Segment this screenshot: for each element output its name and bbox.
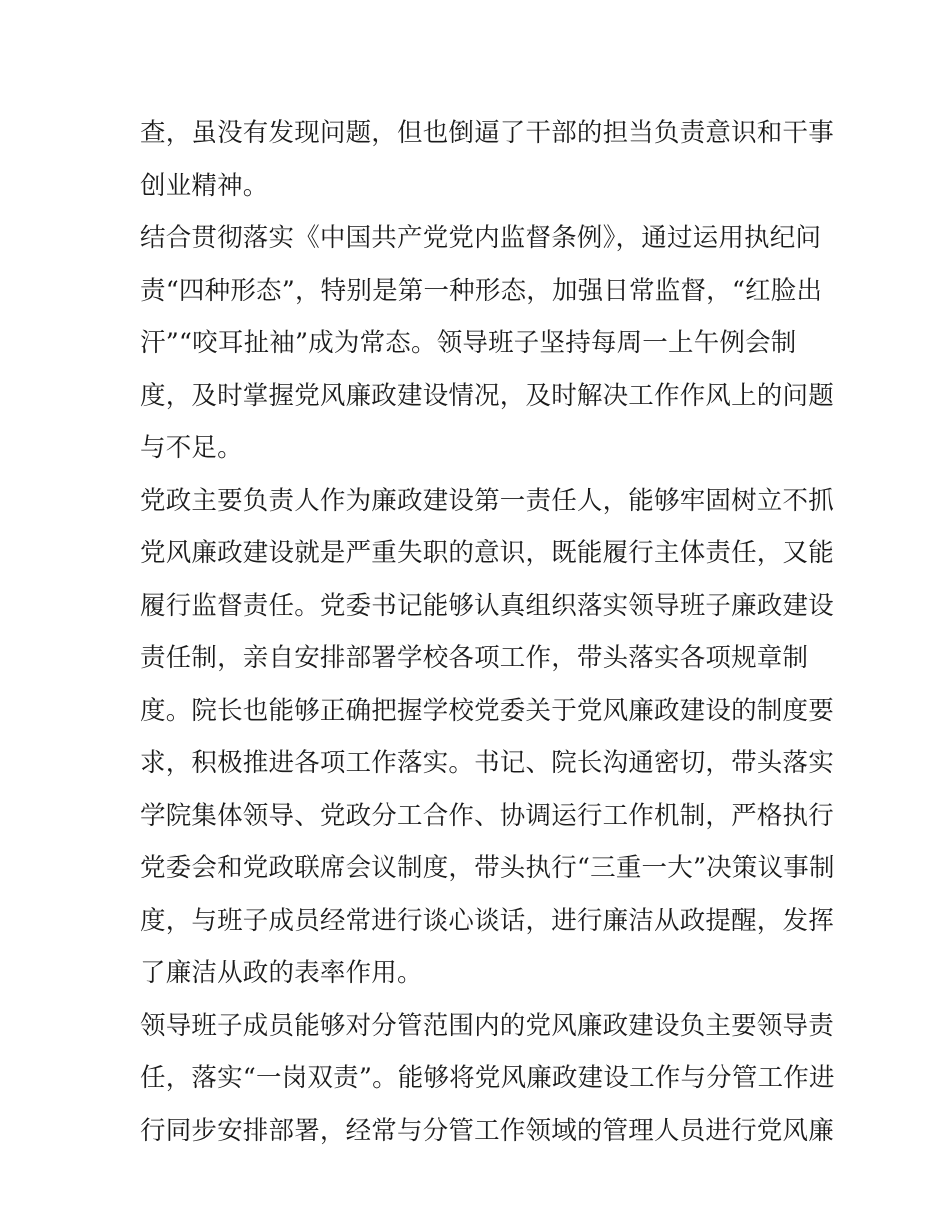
- text-line: 党风廉政建设就是严重失职的意识，既能履行主体责任，又能: [140, 538, 834, 568]
- text-line: 党政主要负责人作为廉政建设第一责任人，能够牢固树立不抓: [140, 485, 834, 516]
- text-line: 与不足。: [140, 433, 243, 463]
- text-line: 度，及时掌握党风廉政建设情况，及时解决工作作风上的问题: [140, 380, 834, 411]
- text-line: 汗”“咬耳扯袖”成为常态。领导班子坚持每周一上午例会制: [140, 328, 797, 358]
- text-line: 求，积极推进各项工作落实。书记、院长沟通密切，带头落实: [140, 748, 834, 778]
- text-line: 学院集体领导、党政分工合作、协调运行工作机制，严格执行: [140, 800, 834, 831]
- text-line: 度。院长也能够正确把握学校党委关于党风廉政建设的制度要: [140, 695, 834, 726]
- text-line: 履行监督责任。党委书记能够认真组织落实领导班子廉政建设: [140, 590, 834, 621]
- text-line: 党委会和党政联席会议制度，带头执行“三重一大”决策议事制: [140, 853, 835, 883]
- text-line: 了廉洁从政的表率作用。: [140, 958, 423, 988]
- text-line: 度，与班子成员经常进行谈心谈话，进行廉洁从政提醒，发挥: [140, 905, 834, 936]
- text-line: 领导班子成员能够对分管范围内的党风廉政建设负主要领导责: [140, 1010, 834, 1041]
- text-line: 行同步安排部署，经常与分管工作领域的管理人员进行党风廉: [140, 1115, 834, 1146]
- text-line: 查，虽没有发现问题，但也倒逼了干部的担当负责意识和干事: [140, 118, 834, 148]
- text-line: 责“四种形态”，特别是第一种形态，加强日常监督，“红脸出: [140, 275, 823, 306]
- text-line: 结合贯彻落实《中国共产党党内监督条例》，通过运用执纪问: [140, 223, 822, 253]
- document-body: [140, 107, 835, 1157]
- text-line: 任，落实“一岗双责”。能够将党风廉政建设工作与分管工作进: [140, 1063, 835, 1093]
- text-line: 责任制，亲自安排部署学校各项工作，带头落实各项规章制: [140, 643, 809, 673]
- text-line: 创业精神。: [140, 170, 269, 201]
